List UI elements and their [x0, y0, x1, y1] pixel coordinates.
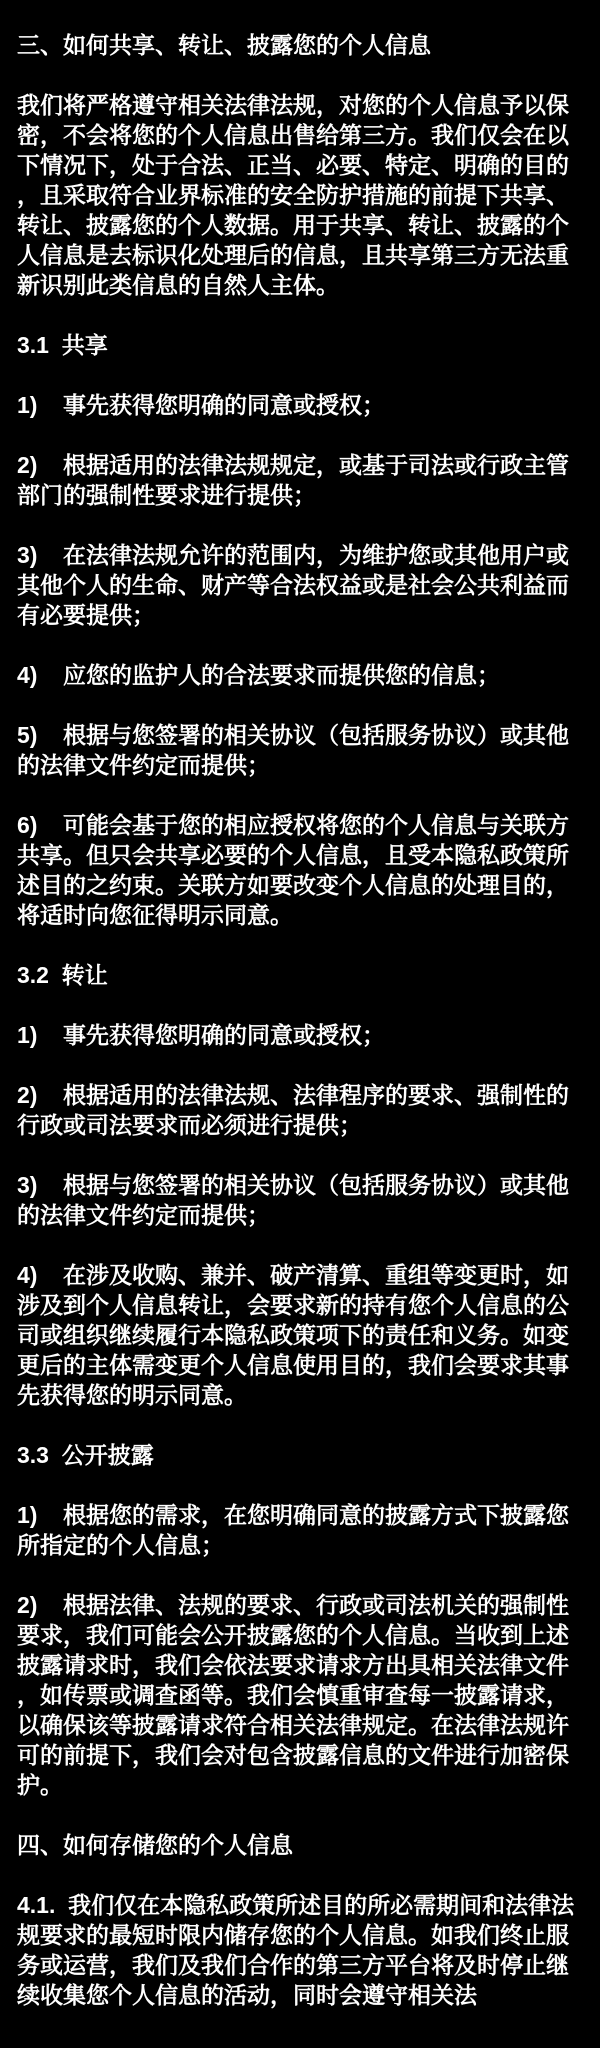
list-item-3-3-2: 2) 根据法律、法规的要求、行政或司法机关的强制性要求，我们可能会公开披露您的个人信息。当收到上述披露请求时，我们会依法要求请求方出具相关法律文件，如传票或调查函等。我们会慎重审查每一披露请求，以确保该等披露请求符合相关法律规定。在法律法规许可的前提下，我们会对包含披露信息的文件进行加密保护。	[17, 1592, 570, 1798]
list-item-3-1-3: 3) 在法律法规允许的范围内，为维护您或其他用户或其他个人的生命、财产等合法权益或是社会公共利益而有必要提供；	[17, 542, 570, 628]
subsection-3-1-heading: 3.1 共享	[17, 332, 108, 358]
list-item-3-1-4: 4) 应您的监护人的合法要求而提供您的信息；	[17, 662, 501, 688]
list-item-3-2-1: 1) 事先获得您明确的同意或授权；	[17, 1022, 386, 1048]
subsection-3-3-heading: 3.3 公开披露	[17, 1442, 154, 1468]
list-item-3-1-5: 5) 根据与您签署的相关协议（包括服务协议）或其他的法律文件约定而提供；	[17, 722, 570, 778]
section-3-intro-paragraph: 我们将严格遵守相关法律法规，对您的个人信息予以保密，不会将您的个人信息出售给第三方。我们仅会在以下情况下，处于合法、正当、必要、特定、明确的目的，且采取符合业界标准的安全防护措施的前提下共享、转让、披露您的个人数据。用于共享、转让、披露的个人信息是去标识化处理后的信息，且共享第三方无法重新识别此类信息的自然人主体。	[17, 92, 569, 298]
list-item-3-3-1: 1) 根据您的需求，在您明确同意的披露方式下披露您所指定的个人信息；	[17, 1502, 570, 1558]
section-3-heading: 三、如何共享、转让、披露您的个人信息	[17, 32, 431, 58]
subsection-3-2-heading: 3.2 转让	[17, 962, 108, 988]
list-item-3-2-3: 3) 根据与您签署的相关协议（包括服务协议）或其他的法律文件约定而提供；	[17, 1172, 570, 1228]
paragraph-4-1: 4.1. 我们仅在本隐私政策所述目的所必需期间和法律法规要求的最短时限内储存您的个人信息。如我们终止服务或运营，我们及我们合作的第三方平台将及时停止继续收集您个人信息的活动，同时会遵守相关法	[17, 1892, 575, 2008]
list-item-3-1-1: 1) 事先获得您明确的同意或授权；	[17, 392, 386, 418]
list-item-3-1-6: 6) 可能会基于您的相应授权将您的个人信息与关联方共享。但只会共享必要的个人信息，且受本隐私政策所述目的之约束。关联方如要改变个人信息的处理目的，将适时向您征得明示同意。	[17, 812, 570, 928]
list-item-3-2-2: 2) 根据适用的法律法规、法律程序的要求、强制性的行政或司法要求而必须进行提供；	[17, 1082, 570, 1138]
list-item-3-2-4: 4) 在涉及收购、兼并、破产清算、重组等变更时，如涉及到个人信息转让，会要求新的持有您个人信息的公司或组织继续履行本隐私政策项下的责任和义务。如变更后的主体需变更个人信息使用目的，我们会要求其事先获得您的明示同意。	[17, 1262, 570, 1408]
list-item-3-1-2: 2) 根据适用的法律法规规定，或基于司法或行政主管部门的强制性要求进行提供；	[17, 452, 570, 508]
section-4-heading: 四、如何存储您的个人信息	[17, 1832, 293, 1858]
